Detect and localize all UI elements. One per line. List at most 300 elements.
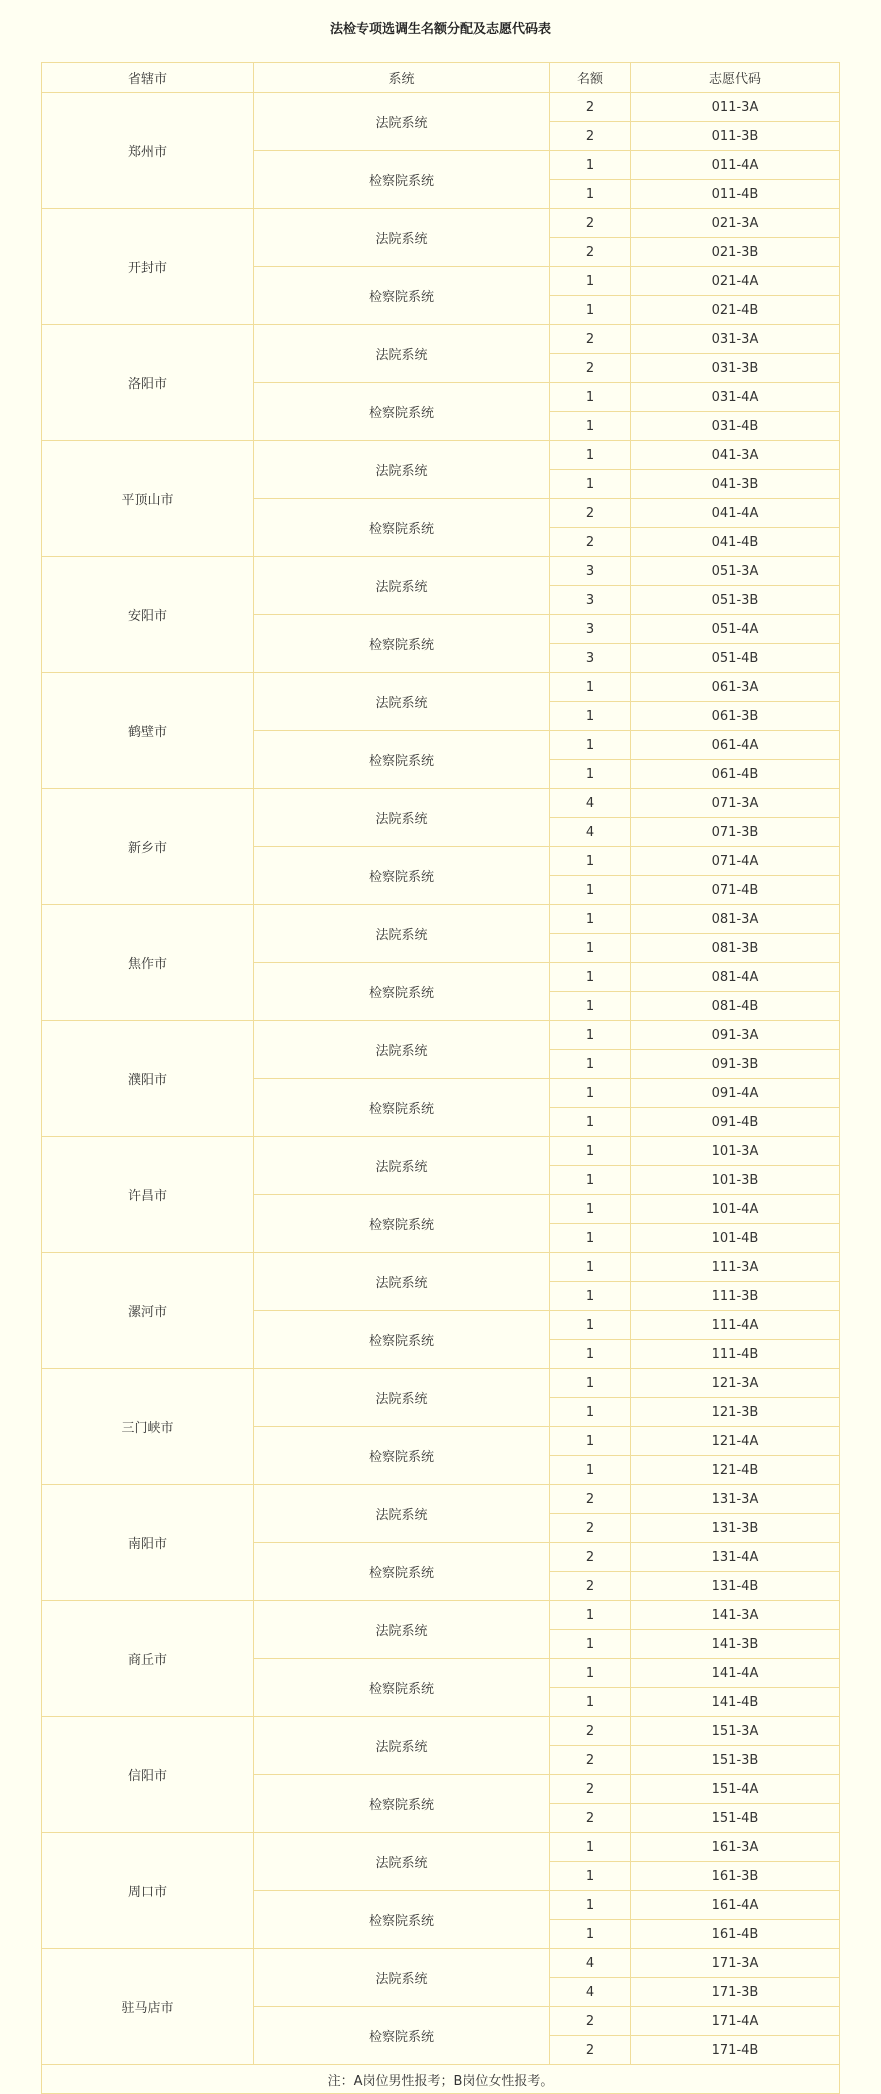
code-suffix: -3A <box>736 215 759 231</box>
city-cell: 新乡市 <box>42 789 254 905</box>
quota-cell: 1 <box>550 1340 631 1369</box>
code-prefix: 011 <box>711 99 737 115</box>
table-row <box>42 1485 840 1514</box>
code-cell <box>631 934 840 963</box>
code-cell <box>631 1630 840 1659</box>
system-cell: 检察院系统 <box>254 1311 550 1369</box>
quota-cell: 2 <box>550 1775 631 1804</box>
code-cell <box>631 2036 840 2065</box>
system-cell: 检察院系统 <box>254 499 550 557</box>
city-cell: 濮阳市 <box>42 1021 254 1137</box>
code-prefix: 111 <box>711 1317 737 1333</box>
quota-cell: 1 <box>550 1195 631 1224</box>
quota-cell: 1 <box>550 1920 631 1949</box>
code-cell <box>631 1340 840 1369</box>
code-suffix: -3A <box>736 1491 759 1507</box>
code-suffix: -3B <box>736 1288 759 1304</box>
code-cell <box>631 789 840 818</box>
city-cell: 许昌市 <box>42 1137 254 1253</box>
header-code: 志愿代码 <box>631 63 840 93</box>
system-cell: 检察院系统 <box>254 151 550 209</box>
code-prefix: 171 <box>711 2042 737 2058</box>
quota-cell: 1 <box>550 1833 631 1862</box>
table-row <box>42 905 840 934</box>
code-prefix: 011 <box>711 186 737 202</box>
code-suffix: -3A <box>736 331 759 347</box>
table-header-row <box>42 63 840 93</box>
table-row <box>42 1021 840 1050</box>
quota-cell: 1 <box>550 1108 631 1137</box>
system-cell: 检察院系统 <box>254 847 550 905</box>
quota-cell: 2 <box>550 499 631 528</box>
code-prefix: 151 <box>711 1723 737 1739</box>
quota-cell: 1 <box>550 702 631 731</box>
code-suffix: -4B <box>736 418 759 434</box>
code-cell <box>631 1920 840 1949</box>
quota-cell: 2 <box>550 1514 631 1543</box>
note-row <box>42 2065 840 2094</box>
city-cell: 焦作市 <box>42 905 254 1021</box>
code-suffix: -4A <box>736 1317 759 1333</box>
code-suffix: -3B <box>736 128 759 144</box>
code-cell <box>631 1485 840 1514</box>
quota-cell: 2 <box>550 2007 631 2036</box>
code-prefix: 141 <box>711 1636 737 1652</box>
code-suffix: -3B <box>736 1984 759 2000</box>
system-cell: 检察院系统 <box>254 1079 550 1137</box>
code-cell <box>631 209 840 238</box>
code-cell <box>631 2007 840 2036</box>
code-cell <box>631 1862 840 1891</box>
code-prefix: 041 <box>711 505 737 521</box>
code-suffix: -3A <box>736 795 759 811</box>
code-suffix: -3B <box>736 1056 759 1072</box>
code-suffix: -4A <box>736 505 759 521</box>
code-cell <box>631 673 840 702</box>
code-suffix: -3A <box>736 1839 759 1855</box>
system-cell: 检察院系统 <box>254 1775 550 1833</box>
code-prefix: 031 <box>711 389 737 405</box>
code-cell <box>631 238 840 267</box>
system-cell: 法院系统 <box>254 1949 550 2007</box>
code-prefix: 041 <box>711 476 737 492</box>
code-suffix: -3B <box>736 1404 759 1420</box>
code-prefix: 121 <box>711 1375 737 1391</box>
quota-cell: 1 <box>550 151 631 180</box>
system-cell: 法院系统 <box>254 1021 550 1079</box>
code-prefix: 041 <box>711 447 737 463</box>
code-cell <box>631 325 840 354</box>
system-cell: 法院系统 <box>254 209 550 267</box>
code-cell <box>631 847 840 876</box>
code-suffix: -3A <box>736 1259 759 1275</box>
code-cell <box>631 1746 840 1775</box>
code-suffix: -3B <box>736 592 759 608</box>
quota-cell: 4 <box>550 789 631 818</box>
code-suffix: -3B <box>736 1520 759 1536</box>
code-prefix: 101 <box>711 1172 737 1188</box>
system-cell: 法院系统 <box>254 1601 550 1659</box>
code-suffix: -3A <box>736 911 759 927</box>
code-prefix: 121 <box>711 1433 737 1449</box>
system-cell: 法院系统 <box>254 789 550 847</box>
quota-cell: 1 <box>550 1862 631 1891</box>
code-cell <box>631 1137 840 1166</box>
code-prefix: 051 <box>711 621 737 637</box>
code-cell <box>631 1891 840 1920</box>
system-cell: 法院系统 <box>254 1485 550 1543</box>
code-prefix: 161 <box>711 1839 737 1855</box>
code-prefix: 051 <box>711 563 737 579</box>
code-cell <box>631 731 840 760</box>
code-prefix: 031 <box>711 360 737 376</box>
code-prefix: 101 <box>711 1230 737 1246</box>
quota-cell: 1 <box>550 992 631 1021</box>
code-suffix: -4A <box>736 1433 759 1449</box>
system-cell: 检察院系统 <box>254 2007 550 2065</box>
code-cell <box>631 644 840 673</box>
quota-cell: 2 <box>550 528 631 557</box>
system-cell: 法院系统 <box>254 673 550 731</box>
code-prefix: 111 <box>711 1346 737 1362</box>
code-suffix: -3B <box>736 476 759 492</box>
code-prefix: 041 <box>711 534 737 550</box>
code-suffix: -4A <box>736 157 759 173</box>
code-prefix: 171 <box>711 1984 737 2000</box>
table-row <box>42 557 840 586</box>
quota-cell: 1 <box>550 1224 631 1253</box>
code-cell <box>631 1108 840 1137</box>
code-cell <box>631 470 840 499</box>
table-row <box>42 325 840 354</box>
code-cell <box>631 1079 840 1108</box>
code-cell <box>631 499 840 528</box>
code-suffix: -4A <box>736 2013 759 2029</box>
system-cell: 检察院系统 <box>254 383 550 441</box>
code-suffix: -4B <box>736 534 759 550</box>
quota-cell: 2 <box>550 209 631 238</box>
code-prefix: 061 <box>711 766 737 782</box>
code-prefix: 071 <box>711 795 737 811</box>
code-suffix: -3B <box>736 1172 759 1188</box>
code-cell <box>631 992 840 1021</box>
code-prefix: 061 <box>711 679 737 695</box>
quota-cell: 1 <box>550 412 631 441</box>
quota-cell: 1 <box>550 1398 631 1427</box>
code-suffix: -4B <box>736 650 759 666</box>
code-prefix: 031 <box>711 418 737 434</box>
quota-cell: 1 <box>550 383 631 412</box>
city-cell: 开封市 <box>42 209 254 325</box>
header-system: 系统 <box>254 63 550 93</box>
system-cell: 法院系统 <box>254 1717 550 1775</box>
table-row <box>42 789 840 818</box>
city-cell: 南阳市 <box>42 1485 254 1601</box>
code-cell <box>631 1804 840 1833</box>
quota-cell: 1 <box>550 296 631 325</box>
quota-cell: 2 <box>550 93 631 122</box>
code-suffix: -3A <box>736 447 759 463</box>
code-prefix: 141 <box>711 1607 737 1623</box>
code-cell <box>631 963 840 992</box>
code-prefix: 021 <box>711 273 737 289</box>
code-cell <box>631 1601 840 1630</box>
code-suffix: -3A <box>736 1723 759 1739</box>
system-cell: 检察院系统 <box>254 731 550 789</box>
table-row <box>42 673 840 702</box>
code-cell <box>631 151 840 180</box>
code-suffix: -3A <box>736 563 759 579</box>
code-suffix: -3B <box>736 1752 759 1768</box>
code-prefix: 011 <box>711 157 737 173</box>
city-cell: 漯河市 <box>42 1253 254 1369</box>
code-prefix: 141 <box>711 1665 737 1681</box>
table-row <box>42 1137 840 1166</box>
code-suffix: -4A <box>736 1085 759 1101</box>
code-suffix: -3A <box>736 679 759 695</box>
code-prefix: 071 <box>711 824 737 840</box>
system-cell: 检察院系统 <box>254 1543 550 1601</box>
quota-cell: 3 <box>550 557 631 586</box>
note-text: 注：A岗位男性报考；B岗位女性报考。 <box>42 2065 840 2094</box>
quota-cell: 2 <box>550 1485 631 1514</box>
quota-cell: 1 <box>550 470 631 499</box>
code-cell <box>631 528 840 557</box>
code-prefix: 081 <box>711 940 737 956</box>
quota-cell: 4 <box>550 1978 631 2007</box>
code-cell <box>631 1253 840 1282</box>
code-suffix: -3B <box>736 1868 759 1884</box>
code-suffix: -4B <box>736 1114 759 1130</box>
code-cell <box>631 1949 840 1978</box>
code-cell <box>631 1050 840 1079</box>
quota-cell: 1 <box>550 1427 631 1456</box>
city-cell: 郑州市 <box>42 93 254 209</box>
code-suffix: -4B <box>736 302 759 318</box>
table-row <box>42 1601 840 1630</box>
code-prefix: 121 <box>711 1404 737 1420</box>
code-prefix: 151 <box>711 1752 737 1768</box>
code-suffix: -4A <box>736 1897 759 1913</box>
code-cell <box>631 1311 840 1340</box>
code-suffix: -4A <box>736 737 759 753</box>
table-row <box>42 1369 840 1398</box>
quota-cell: 2 <box>550 2036 631 2065</box>
code-suffix: -3B <box>736 244 759 260</box>
code-prefix: 151 <box>711 1781 737 1797</box>
quota-cell: 1 <box>550 760 631 789</box>
code-suffix: -3B <box>736 360 759 376</box>
code-cell <box>631 818 840 847</box>
code-cell <box>631 1369 840 1398</box>
system-cell: 法院系统 <box>254 93 550 151</box>
table-row <box>42 1717 840 1746</box>
code-suffix: -4B <box>736 1346 759 1362</box>
quota-cell: 4 <box>550 1949 631 1978</box>
code-prefix: 071 <box>711 882 737 898</box>
system-cell: 法院系统 <box>254 1369 550 1427</box>
code-prefix: 061 <box>711 708 737 724</box>
code-cell <box>631 180 840 209</box>
system-cell: 法院系统 <box>254 1253 550 1311</box>
code-prefix: 131 <box>711 1578 737 1594</box>
code-prefix: 021 <box>711 215 737 231</box>
code-cell <box>631 1195 840 1224</box>
system-cell: 检察院系统 <box>254 615 550 673</box>
code-suffix: -4A <box>736 621 759 637</box>
quota-cell: 1 <box>550 1253 631 1282</box>
code-prefix: 011 <box>711 128 737 144</box>
code-prefix: 091 <box>711 1114 737 1130</box>
code-suffix: -3B <box>736 708 759 724</box>
code-cell <box>631 1688 840 1717</box>
quota-cell: 1 <box>550 847 631 876</box>
code-suffix: -4B <box>736 1578 759 1594</box>
quota-cell: 2 <box>550 1804 631 1833</box>
code-suffix: -3A <box>736 99 759 115</box>
city-cell: 洛阳市 <box>42 325 254 441</box>
quota-cell: 1 <box>550 1137 631 1166</box>
quota-cell: 1 <box>550 1021 631 1050</box>
code-prefix: 131 <box>711 1520 737 1536</box>
code-suffix: -4B <box>736 1810 759 1826</box>
quota-cell: 2 <box>550 1746 631 1775</box>
code-suffix: -3A <box>736 1027 759 1043</box>
system-cell: 法院系统 <box>254 905 550 963</box>
quota-cell: 3 <box>550 615 631 644</box>
code-cell <box>631 1427 840 1456</box>
code-cell <box>631 1021 840 1050</box>
quota-cell: 1 <box>550 1688 631 1717</box>
code-prefix: 161 <box>711 1868 737 1884</box>
code-cell <box>631 1514 840 1543</box>
system-cell: 检察院系统 <box>254 267 550 325</box>
code-cell <box>631 93 840 122</box>
code-suffix: -4B <box>736 1462 759 1478</box>
code-cell <box>631 296 840 325</box>
code-cell <box>631 1978 840 2007</box>
code-prefix: 081 <box>711 969 737 985</box>
code-suffix: -4A <box>736 389 759 405</box>
code-suffix: -4B <box>736 766 759 782</box>
code-suffix: -3B <box>736 940 759 956</box>
code-cell <box>631 267 840 296</box>
code-suffix: -3B <box>736 824 759 840</box>
code-suffix: -4A <box>736 1549 759 1565</box>
code-suffix: -4A <box>736 853 759 869</box>
code-prefix: 121 <box>711 1462 737 1478</box>
code-suffix: -4B <box>736 186 759 202</box>
code-prefix: 081 <box>711 998 737 1014</box>
code-prefix: 131 <box>711 1491 737 1507</box>
code-prefix: 091 <box>711 1056 737 1072</box>
code-prefix: 071 <box>711 853 737 869</box>
city-cell: 平顶山市 <box>42 441 254 557</box>
code-suffix: -3A <box>736 1607 759 1623</box>
quota-cell: 2 <box>550 325 631 354</box>
code-suffix: -4A <box>736 1781 759 1797</box>
quota-cell: 1 <box>550 673 631 702</box>
code-cell <box>631 702 840 731</box>
quota-cell: 1 <box>550 1079 631 1108</box>
code-prefix: 161 <box>711 1926 737 1942</box>
code-prefix: 101 <box>711 1201 737 1217</box>
code-suffix: -4A <box>736 1201 759 1217</box>
code-cell <box>631 586 840 615</box>
quota-cell: 1 <box>550 1369 631 1398</box>
quota-cell: 1 <box>550 876 631 905</box>
quota-cell: 1 <box>550 963 631 992</box>
code-prefix: 051 <box>711 592 737 608</box>
quota-cell: 1 <box>550 1630 631 1659</box>
code-cell <box>631 1659 840 1688</box>
header-quota: 名额 <box>550 63 631 93</box>
code-suffix: -4B <box>736 1230 759 1246</box>
code-cell <box>631 122 840 151</box>
code-suffix: -3A <box>736 1955 759 1971</box>
code-cell <box>631 1398 840 1427</box>
code-cell <box>631 1775 840 1804</box>
quota-cell: 2 <box>550 238 631 267</box>
code-suffix: -4B <box>736 1694 759 1710</box>
code-suffix: -4A <box>736 1665 759 1681</box>
code-prefix: 141 <box>711 1694 737 1710</box>
code-prefix: 051 <box>711 650 737 666</box>
code-suffix: -4B <box>736 2042 759 2058</box>
code-prefix: 081 <box>711 911 737 927</box>
quota-cell: 1 <box>550 1282 631 1311</box>
quota-cell: 2 <box>550 122 631 151</box>
quota-table <box>41 62 840 2094</box>
code-prefix: 031 <box>711 331 737 347</box>
code-prefix: 171 <box>711 2013 737 2029</box>
system-cell: 检察院系统 <box>254 1195 550 1253</box>
code-prefix: 111 <box>711 1259 737 1275</box>
city-cell: 商丘市 <box>42 1601 254 1717</box>
city-cell: 驻马店市 <box>42 1949 254 2065</box>
code-cell <box>631 1833 840 1862</box>
quota-cell: 2 <box>550 354 631 383</box>
table-row <box>42 1253 840 1282</box>
system-cell: 法院系统 <box>254 441 550 499</box>
city-cell: 信阳市 <box>42 1717 254 1833</box>
code-cell <box>631 1224 840 1253</box>
code-suffix: -3B <box>736 1636 759 1652</box>
quota-cell: 1 <box>550 934 631 963</box>
code-cell <box>631 557 840 586</box>
system-cell: 法院系统 <box>254 325 550 383</box>
code-cell <box>631 1572 840 1601</box>
quota-cell: 1 <box>550 1601 631 1630</box>
code-cell <box>631 1543 840 1572</box>
code-suffix: -4A <box>736 273 759 289</box>
quota-cell: 1 <box>550 1891 631 1920</box>
quota-cell: 1 <box>550 1659 631 1688</box>
quota-cell: 1 <box>550 180 631 209</box>
code-cell <box>631 905 840 934</box>
code-cell <box>631 876 840 905</box>
page-title: 法检专项选调生名额分配及志愿代码表 <box>329 22 551 37</box>
code-cell <box>631 1456 840 1485</box>
code-suffix: -4A <box>736 969 759 985</box>
code-suffix: -3A <box>736 1375 759 1391</box>
code-suffix: -4B <box>736 998 759 1014</box>
quota-cell: 2 <box>550 1717 631 1746</box>
system-cell: 检察院系统 <box>254 1891 550 1949</box>
system-cell: 检察院系统 <box>254 1659 550 1717</box>
code-cell <box>631 1717 840 1746</box>
quota-cell: 2 <box>550 1543 631 1572</box>
